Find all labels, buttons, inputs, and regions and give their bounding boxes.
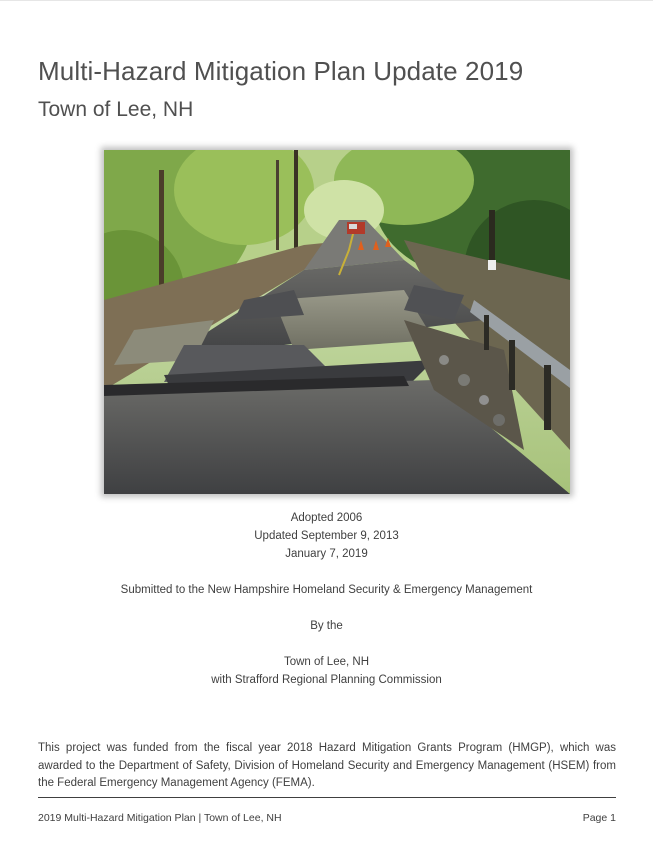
adopted-date: Adopted 2006	[290, 512, 363, 524]
page-number: Page 1	[582, 812, 616, 824]
page-top-border	[0, 0, 653, 1]
footer-divider	[38, 797, 616, 798]
latest-date: January 7, 2019	[285, 548, 368, 560]
funding-note: This project was funded from the fiscal year 2018 Hazard Mitigation Grants Program (HMGP), which was awarded to the Department of Safety, Division of Homeland Security and Emergency Management (HSEM) from the Federal Emergency Management Agency (FEMA).	[38, 742, 616, 789]
document-subtitle: Town of Lee, NH	[38, 98, 194, 121]
footer-document-name: 2019 Multi-Hazard Mitigation Plan | Town of Lee, NH	[38, 812, 282, 824]
submitted-to: Submitted to the New Hampshire Homeland Security & Emergency Management	[120, 584, 533, 596]
author: Town of Lee, NH	[283, 656, 369, 668]
document-title: Multi-Hazard Mitigation Plan Update 2019	[38, 56, 524, 86]
updated-date: Updated September 9, 2013	[254, 530, 399, 542]
cover-photo	[104, 150, 570, 494]
by-label: By the	[310, 620, 343, 632]
partner: with Strafford Regional Planning Commission	[211, 674, 442, 686]
